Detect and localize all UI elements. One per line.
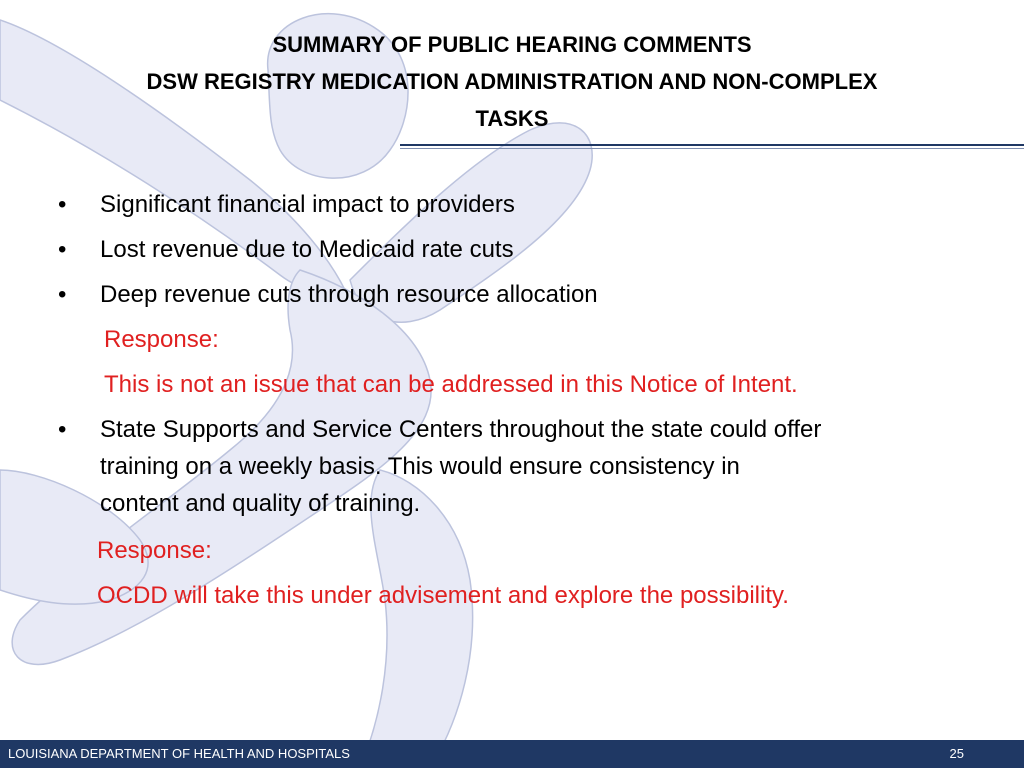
bullet-text-line: content and quality of training. <box>100 490 421 517</box>
footer-organization: LOUISIANA DEPARTMENT OF HEALTH AND HOSPITALS <box>8 746 350 761</box>
title-line-1: SUMMARY OF PUBLIC HEARING COMMENTS <box>272 32 752 57</box>
title-line-2: DSW REGISTRY MEDICATION ADMINISTRATION AND NON-COMPLEX <box>146 69 878 94</box>
response-text: This is not an issue that can be addressed in this Notice of Intent. <box>104 371 798 398</box>
bullet-text: Significant financial impact to providers <box>100 191 515 218</box>
bullet-marker: • <box>58 191 67 218</box>
bullet-marker: • <box>58 416 67 443</box>
response-label: Response: <box>97 537 212 564</box>
footer-bar <box>0 740 1024 768</box>
response-label: Response: <box>104 326 219 353</box>
slide-number: 25 <box>949 746 964 761</box>
bullet-text: Deep revenue cuts through resource allocation <box>100 281 598 308</box>
response-text: OCDD will take this under advisement and explore the possibility. <box>97 582 789 609</box>
bullet-text-line: State Supports and Service Centers throughout the state could offer <box>100 416 822 443</box>
bullet-marker: • <box>58 236 67 263</box>
bullet-text-line: training on a weekly basis. This would ensure consistency in <box>100 453 740 480</box>
bullet-text-multiline <box>100 411 980 522</box>
bullet-marker: • <box>58 281 67 308</box>
bullet-text: Lost revenue due to Medicaid rate cuts <box>100 236 514 263</box>
title-line-3: TASKS <box>475 106 549 131</box>
